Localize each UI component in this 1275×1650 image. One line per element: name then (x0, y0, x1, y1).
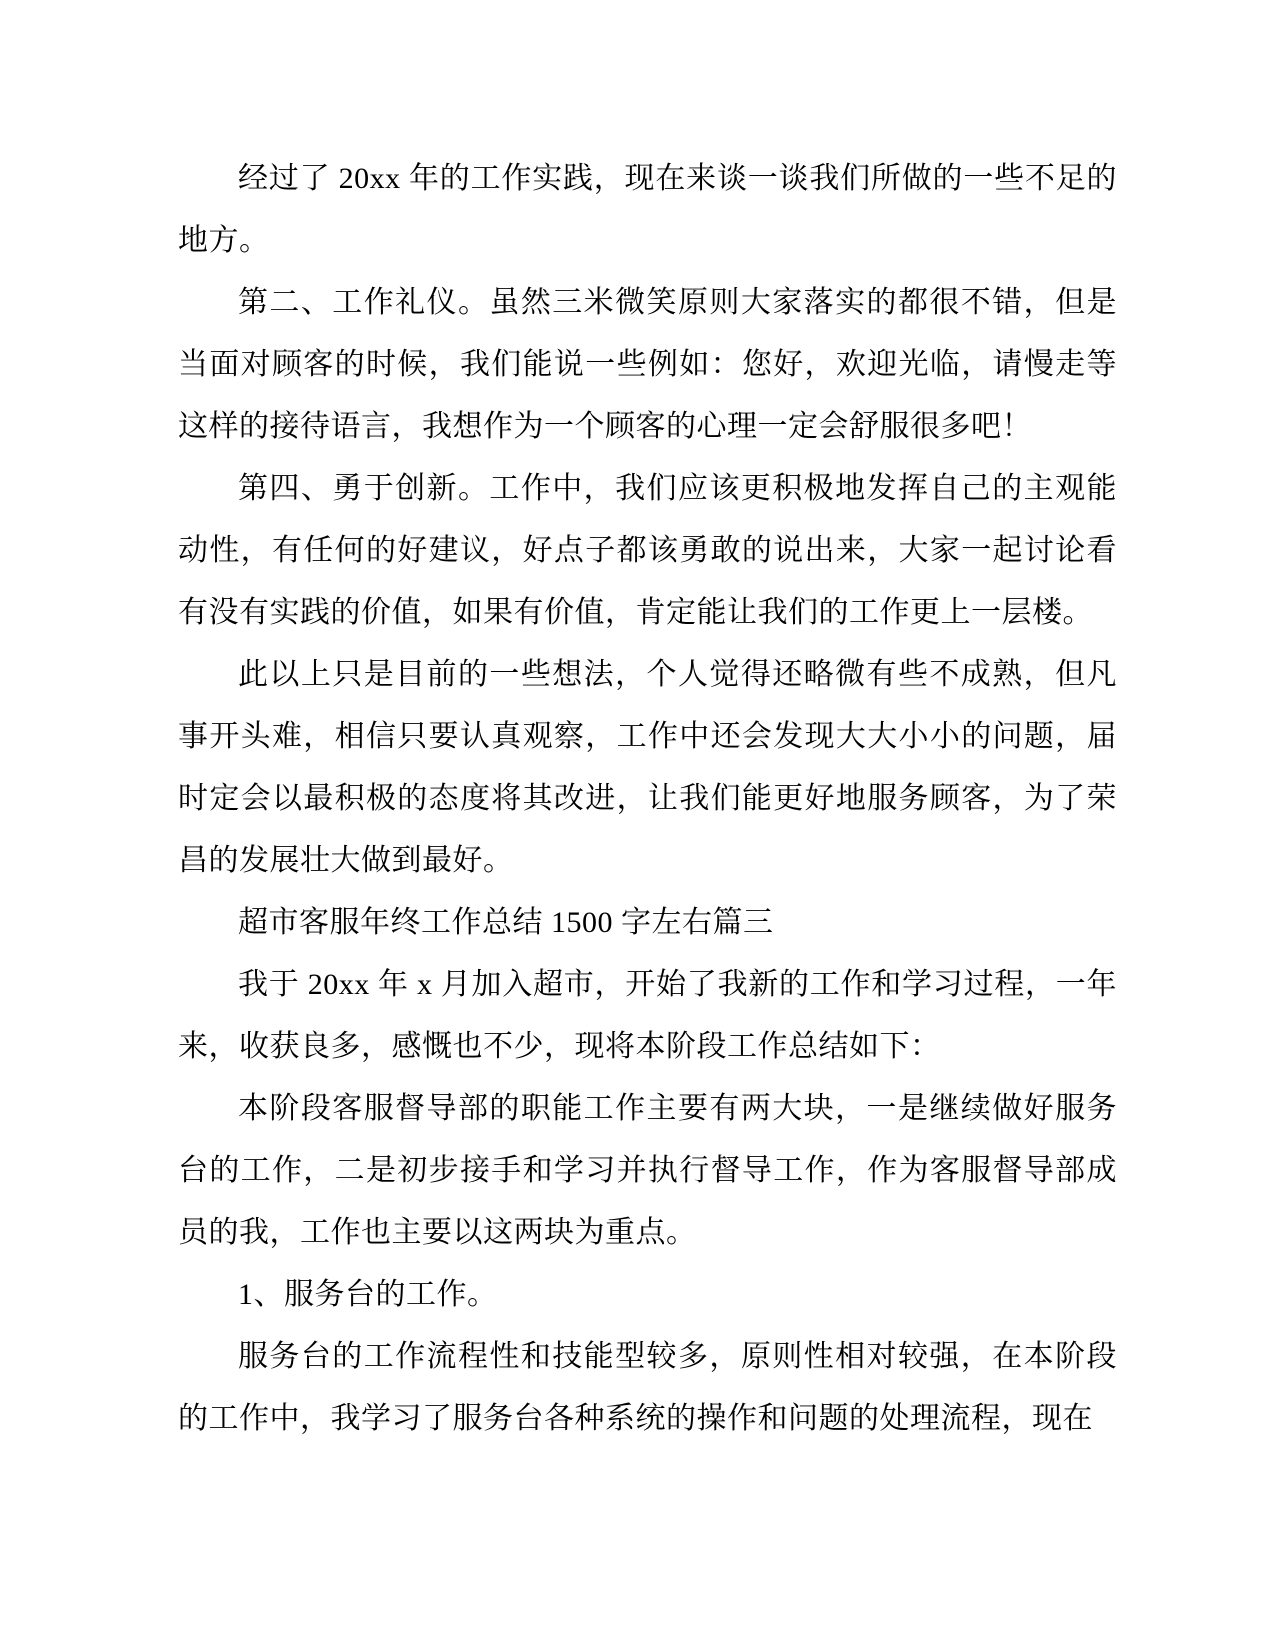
paragraph: 第四、勇于创新。工作中，我们应该更积极地发挥自己的主观能动性，有任何的好建议，好点子都该勇敢的说出来，大家一起讨论看有没有实践的价值，如果有价值，肯定能让我们的工作更上一层楼。 (178, 472, 1117, 629)
paragraph: 本阶段客服督导部的职能工作主要有两大块，一是继续做好服务台的工作，二是初步接手和学习并执行督导工作，作为客服督导部成员的我，工作也主要以这两块为重点。 (178, 1092, 1117, 1249)
paragraph: 此以上只是目前的一些想法，个人觉得还略微有些不成熟，但凡事开头难，相信只要认真观察，工作中还会发现大大小小的问题，届时定会以最积极的态度将其改进，让我们能更好地服务顾客，为了荣昌的发展壮大做到最好。 (178, 658, 1117, 877)
paragraph: 服务台的工作流程性和技能型较多，原则性相对较强，在本阶段的工作中，我学习了服务台各种系统的操作和问题的处理流程，现在 (178, 1340, 1117, 1435)
paragraph-list-item: 1、服务台的工作。 (238, 1278, 498, 1311)
document-body (178, 148, 1117, 1450)
paragraph-section-heading: 超市客服年终工作总结 1500 字左右篇三 (238, 906, 774, 939)
paragraph: 第二、工作礼仪。虽然三米微笑原则大家落实的都很不错，但是当面对顾客的时候，我们能说一些例如：您好，欢迎光临，请慢走等这样的接待语言，我想作为一个顾客的心理一定会舒服很多吧！ (178, 286, 1117, 443)
paragraph: 我于 20xx 年 x 月加入超市，开始了我新的工作和学习过程，一年来，收获良多，感慨也不少，现将本阶段工作总结如下： (178, 968, 1117, 1063)
paragraph: 经过了 20xx 年的工作实践，现在来谈一谈我们所做的一些不足的地方。 (178, 162, 1117, 257)
